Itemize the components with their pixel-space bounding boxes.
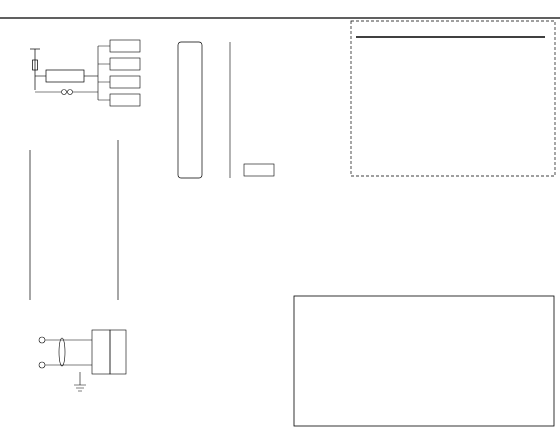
power-circuit <box>30 40 140 106</box>
shield-symbol <box>59 338 65 366</box>
feeder-diagram <box>351 21 555 176</box>
ct-symbol <box>62 90 67 95</box>
amc-comm-box <box>92 330 110 374</box>
comm-node-icon <box>39 362 45 368</box>
current-loop <box>30 140 118 300</box>
ground-icon <box>74 385 86 391</box>
comm-node-icon <box>39 337 45 343</box>
terminal-strip <box>178 42 274 178</box>
amc-box <box>46 70 84 82</box>
comm-circuit <box>39 330 126 391</box>
bill-of-materials <box>294 296 554 426</box>
